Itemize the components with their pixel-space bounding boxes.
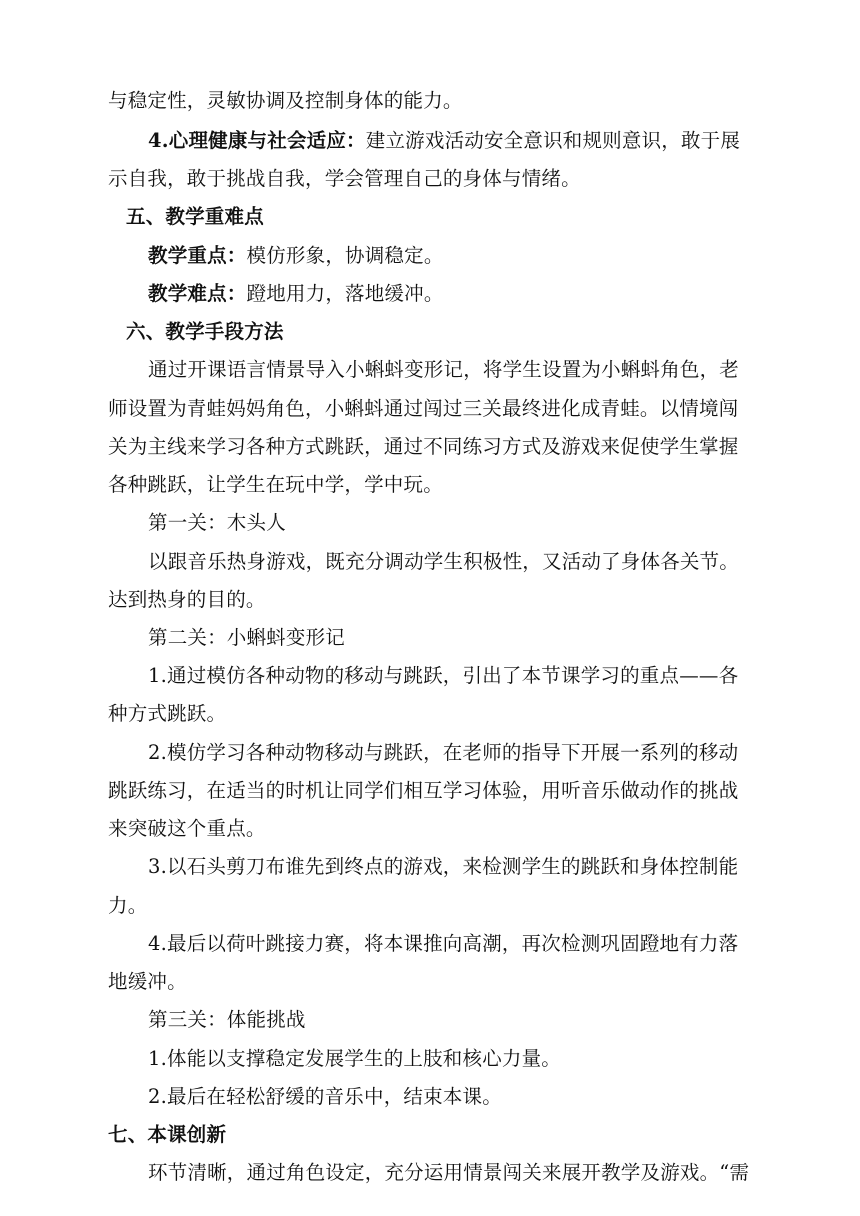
paragraph-line: 环节清晰，通过角色设定，充分运用情景闯关来展开教学及游戏。“需 (148, 1161, 750, 1184)
paragraph-line: 与稳定性，灵敏协调及控制身体的能力。 (108, 89, 463, 112)
paragraph-line: 第三关：体能挑战 (148, 1008, 306, 1031)
paragraph-line: 1.体能以支撑稳定发展学生的上肢和核心力量。 (148, 1047, 562, 1070)
paragraph-line: 来突破这个重点。 (108, 817, 266, 840)
paragraph-line: 3.以石头剪刀布谁先到终点的游戏，来检测学生的跳跃和身体控制能 (148, 855, 739, 878)
paragraph-line: 跳跃练习，在适当的时机让同学们相互学习体验，用听音乐做动作的挑战 (108, 779, 739, 802)
paragraph-line: 4.最后以荷叶跳接力赛，将本课推向高潮，再次检测巩固蹬地有力落 (148, 932, 739, 955)
bold-label: 4.心理健康与社会适应： (148, 129, 366, 152)
paragraph-line: 第二关：小蝌蚪变形记 (148, 626, 346, 649)
paragraph-line: 通过开课语言情景导入小蝌蚪变形记，将学生设置为小蝌蚪角色，老 (148, 358, 740, 381)
bold-label: 教学难点： (148, 282, 247, 305)
paragraph-line: 2.最后在轻松舒缓的音乐中，结束本课。 (148, 1085, 502, 1108)
paragraph-line: 各种跳跃，让学生在玩中学，学中玩。 (108, 473, 443, 496)
line-text: 蹬地用力，落地缓冲。 (246, 282, 444, 305)
line-text: 模仿形象，协调稳定。 (246, 244, 444, 267)
line-text: 建立游戏活动安全意识和规则意识，敢于展 (365, 129, 741, 152)
paragraph-line: 以跟音乐热身游戏，既充分调动学生积极性，又活动了身体各关节。 (148, 550, 740, 573)
paragraph-line: 师设置为青蛙妈妈角色，小蝌蚪通过闯过三关最终进化成青蛙。以情境闯 (108, 397, 739, 420)
paragraph-line: 1.通过模仿各种动物的移动与跳跃，引出了本节课学习的重点——各 (148, 664, 739, 687)
paragraph-line: 达到热身的目的。 (108, 588, 266, 611)
paragraph-line: 示自我，敢于挑战自我，学会管理自己的身体与情绪。 (108, 167, 581, 190)
paragraph-line: 地缓冲。 (108, 970, 187, 993)
paragraph-line: 力。 (108, 894, 148, 917)
section-heading: 五、教学重难点 (126, 205, 264, 228)
paragraph-line: 种方式跳跃。 (108, 702, 227, 725)
section-heading: 七、本课创新 (108, 1123, 227, 1146)
paragraph-line: 2.模仿学习各种动物移动与跳跃，在老师的指导下开展一系列的移动 (148, 741, 739, 764)
section-heading: 六、教学手段方法 (126, 320, 284, 343)
bold-label: 教学重点： (148, 244, 247, 267)
paragraph-line (148, 243, 800, 269)
paragraph-line (148, 128, 800, 154)
paragraph-line: 关为主线来学习各种方式跳跃，通过不同练习方式及游戏来促使学生掌握 (108, 435, 739, 458)
paragraph-line: 第一关：木头人 (148, 511, 286, 534)
paragraph-line (148, 281, 800, 307)
